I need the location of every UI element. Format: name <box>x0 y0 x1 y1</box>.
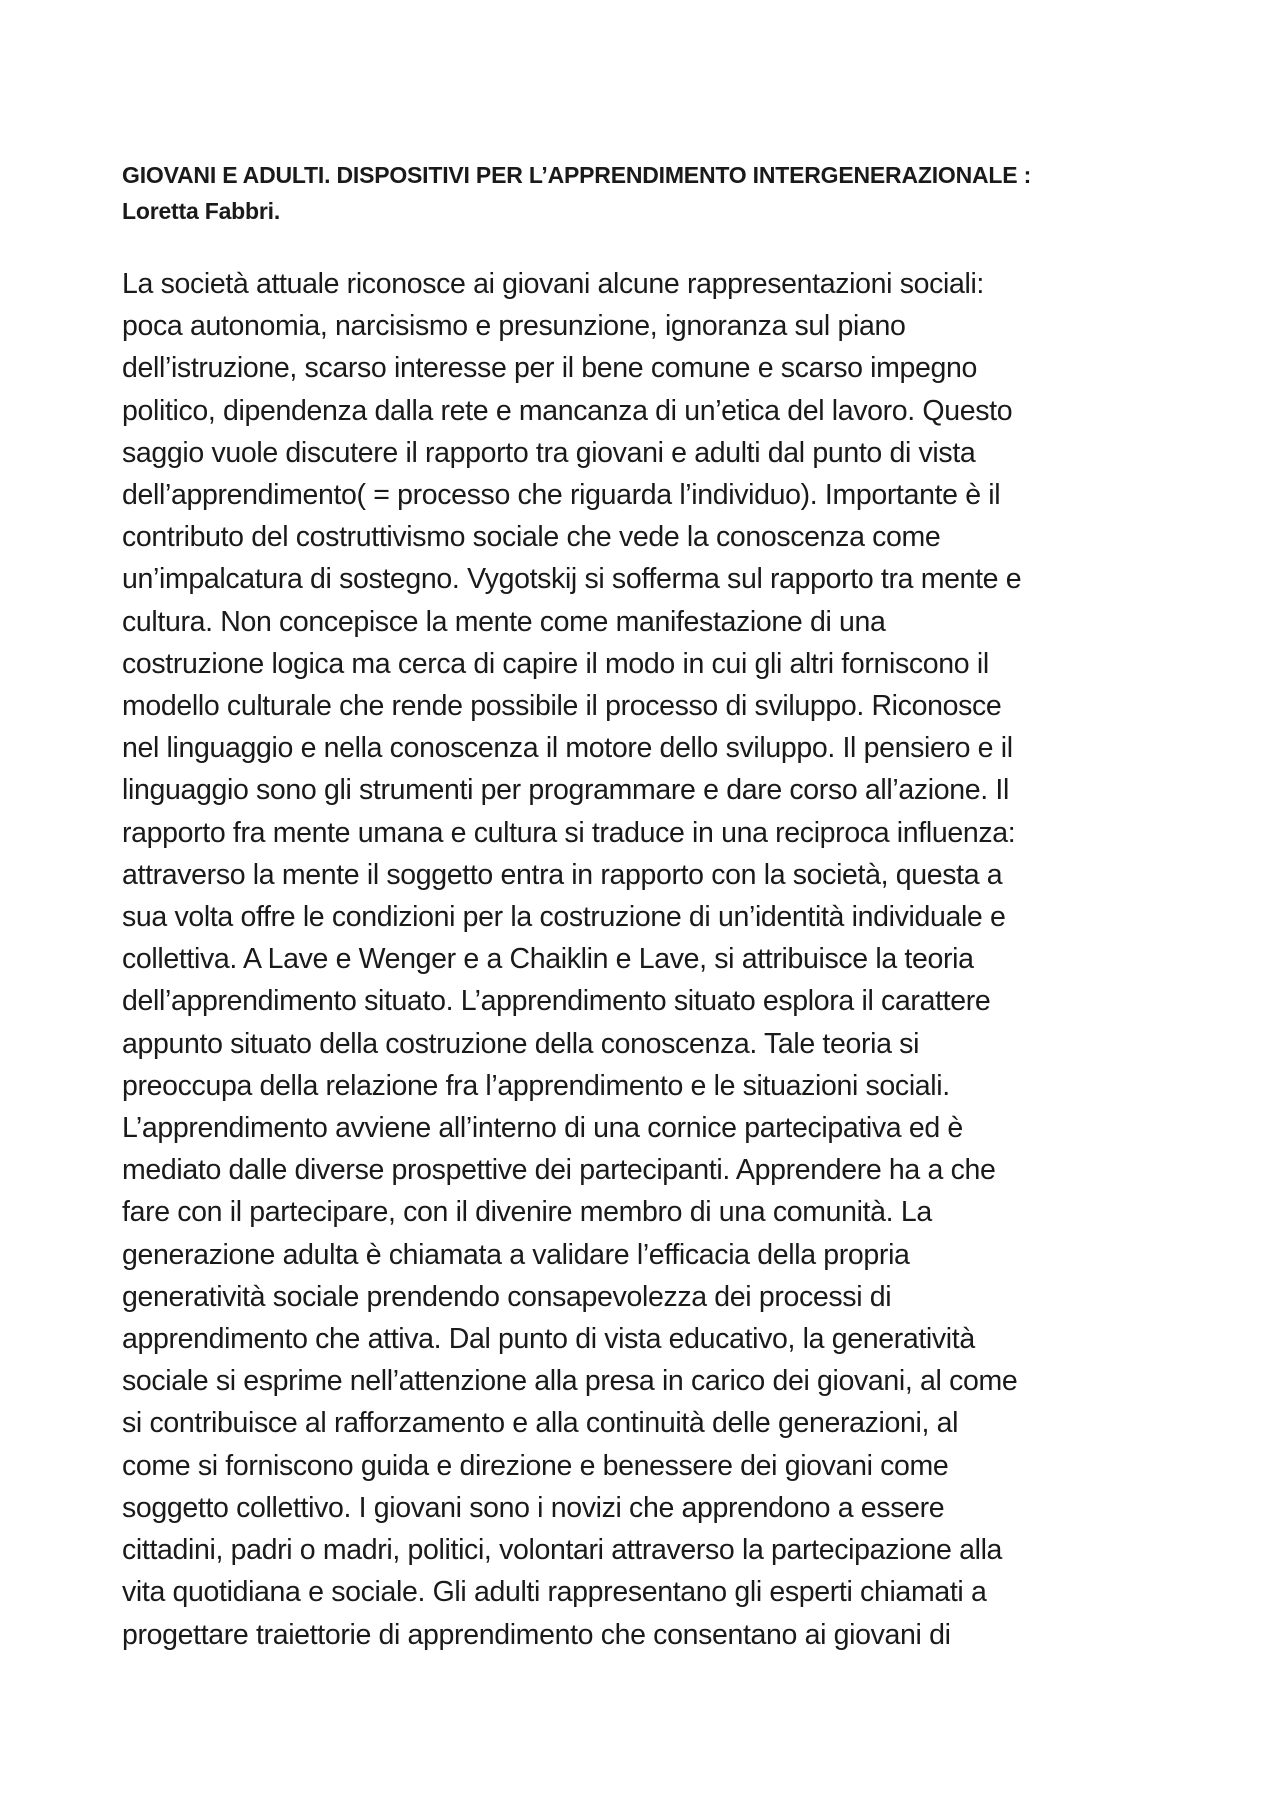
body-text-line: dell’apprendimento situato. L’apprendimento situato esplora il carattere <box>122 985 991 1018</box>
body-text-line: appunto situato della costruzione della conoscenza. Tale teoria si <box>122 1027 920 1060</box>
document-heading <box>122 157 1182 229</box>
body-text-line: cittadini, padri o madri, politici, volontari attraverso la partecipazione alla <box>122 1534 1003 1567</box>
body-text-line: generatività sociale prendendo consapevolezza dei processi di <box>122 1280 892 1313</box>
body-text-line: politico, dipendenza dalla rete e mancanza di un’etica del lavoro. Questo <box>122 394 1013 427</box>
body-text-line: poca autonomia, narcisismo e presunzione, ignoranza sul piano <box>122 310 906 343</box>
heading-line-title: GIOVANI E ADULTI. DISPOSITIVI PER L’APPRENDIMENTO INTERGENERAZIONALE : <box>122 162 1032 188</box>
body-text-line: modello culturale che rende possibile il processo di sviluppo. Riconosce <box>122 690 1002 723</box>
body-text-line: La società attuale riconosce ai giovani alcune rappresentazioni sociali: <box>122 268 985 300</box>
body-text-line: saggio vuole discutere il rapporto tra giovani e adulti dal punto di vista <box>122 436 976 469</box>
document-body <box>122 263 1202 1656</box>
body-text-line: mediato dalle diverse prospettive dei partecipanti. Apprendere ha a che <box>122 1154 996 1187</box>
body-text-line: cultura. Non concepisce la mente come manifestazione di una <box>122 605 886 638</box>
body-text-line: apprendimento che attiva. Dal punto di vista educativo, la generatività <box>122 1323 975 1356</box>
body-text-line: si contribuisce al rafforzamento e alla continuità delle generazioni, al <box>122 1407 959 1440</box>
body-text-line: L’apprendimento avviene all’interno di una cornice partecipativa ed è <box>122 1112 963 1145</box>
body-text-line: vita quotidiana e sociale. Gli adulti rappresentano gli esperti chiamati a <box>122 1576 987 1609</box>
body-text-line: sociale si esprime nell’attenzione alla presa in carico dei giovani, al come <box>122 1365 1018 1398</box>
body-text-line: dell’apprendimento( = processo che riguarda l’individuo). Importante è il <box>122 479 1001 512</box>
body-text-line: nel linguaggio e nella conoscenza il motore dello sviluppo. Il pensiero e il <box>122 732 1013 765</box>
body-text-line: contributo del costruttivismo sociale che vede la conoscenza come <box>122 521 941 554</box>
body-text-line: attraverso la mente il soggetto entra in rapporto con la società, questa a <box>122 858 1003 891</box>
body-text-line: generazione adulta è chiamata a validare l’efficacia della propria <box>122 1238 910 1271</box>
body-text-line: soggetto collettivo. I giovani sono i novizi che apprendono a essere <box>122 1491 945 1524</box>
body-text-line: progettare traiettorie di apprendimento che consentano ai giovani di <box>122 1618 951 1651</box>
body-text-line: preoccupa della relazione fra l’apprendimento e le situazioni sociali. <box>122 1069 950 1102</box>
heading-line-author: Loretta Fabbri. <box>122 198 281 224</box>
body-text-line: fare con il partecipare, con il divenire membro di una comunità. La <box>122 1196 932 1229</box>
body-text-line: collettiva. A Lave e Wenger e a Chaiklin e Lave, si attribuisce la teoria <box>122 943 974 976</box>
body-text-line: sua volta offre le condizioni per la costruzione di un’identità individuale e <box>122 901 1006 934</box>
body-text-line: come si forniscono guida e direzione e benessere dei giovani come <box>122 1449 949 1482</box>
body-text-line: rapporto fra mente umana e cultura si traduce in una reciproca influenza: <box>122 816 1016 849</box>
body-text-line: dell’istruzione, scarso interesse per il bene comune e scarso impegno <box>122 352 978 385</box>
body-text-line: costruzione logica ma cerca di capire il modo in cui gli altri forniscono il <box>122 647 989 680</box>
body-text-line: linguaggio sono gli strumenti per programmare e dare corso all’azione. Il <box>122 774 1009 807</box>
body-text-line: un’impalcatura di sostegno. Vygotskij si sofferma sul rapporto tra mente e <box>122 563 1022 596</box>
